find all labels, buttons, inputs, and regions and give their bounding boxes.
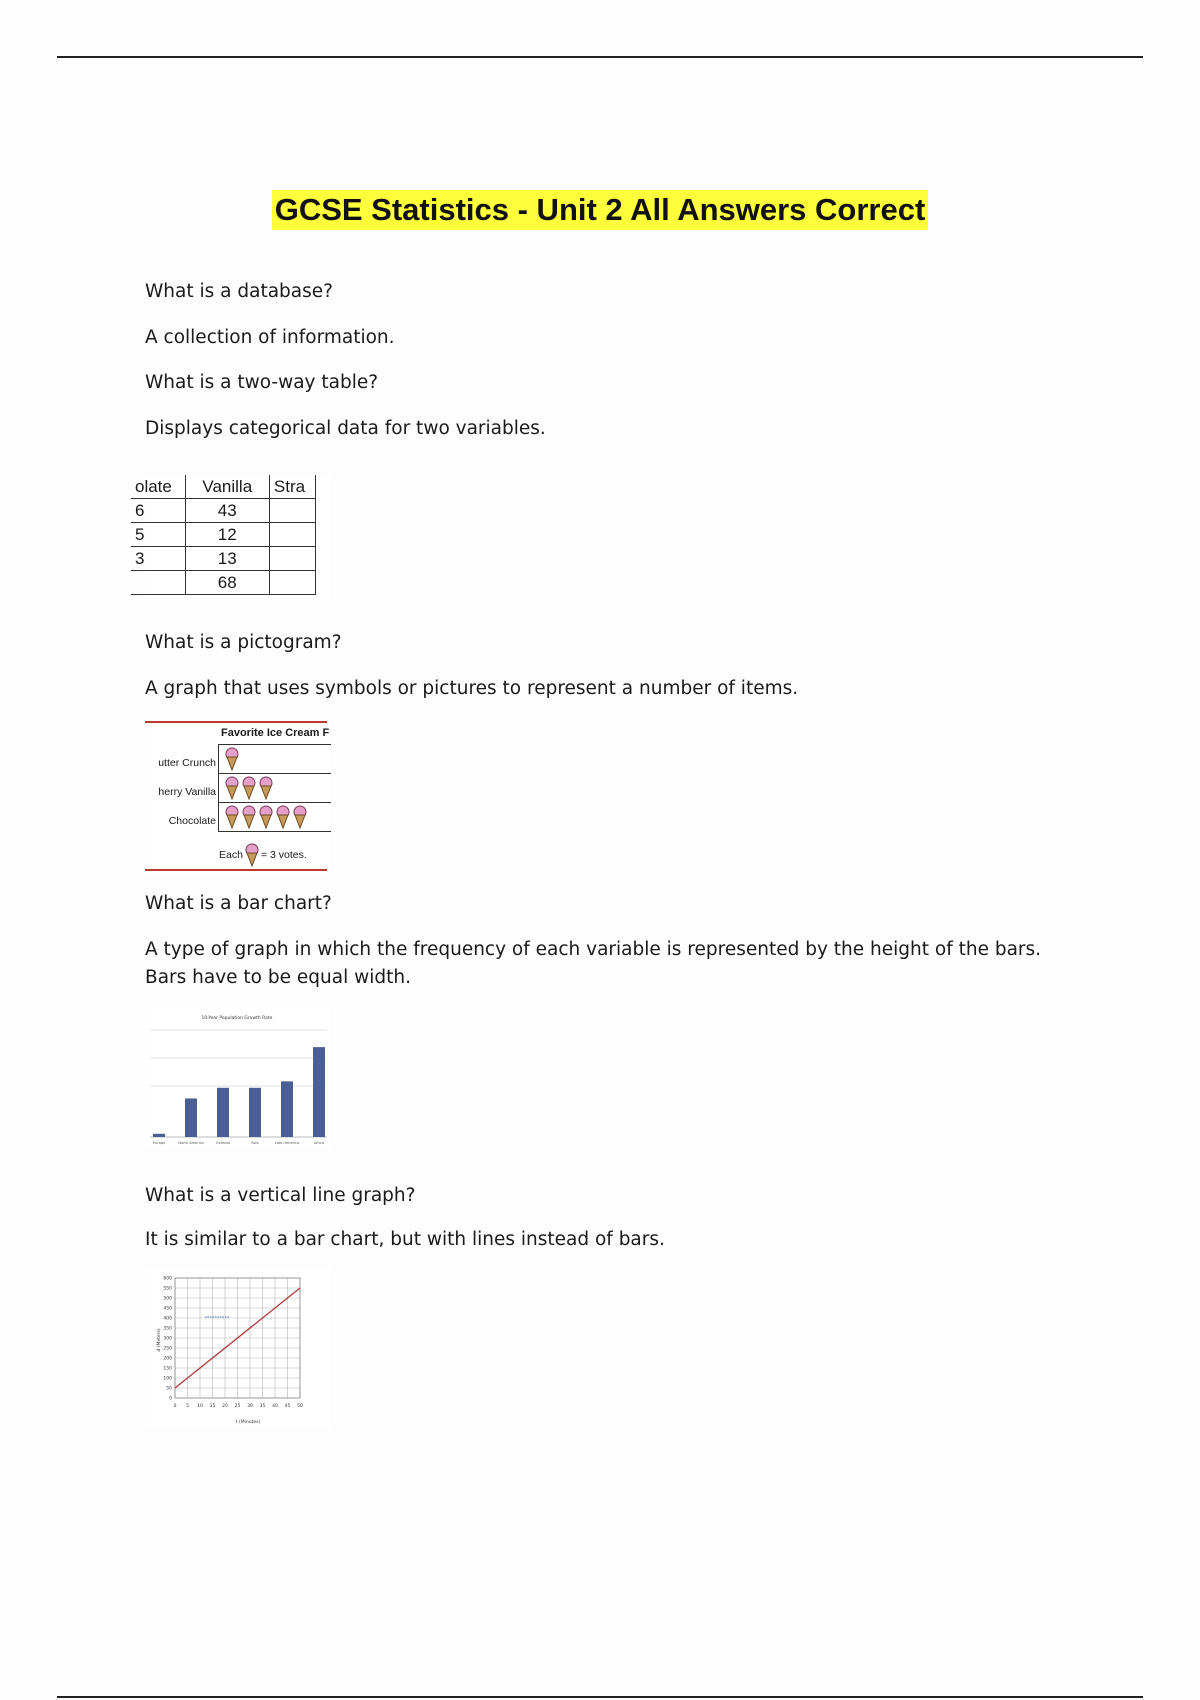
footer-rule — [57, 1696, 1143, 1698]
answer-vertical-line-graph: It is similar to a bar chart, but with lines instead of bars. — [145, 1229, 665, 1250]
bar-chart-tick-label: Africa — [314, 1141, 324, 1145]
x-tick-label: 40 — [272, 1404, 278, 1409]
question-two-way-table: What is a two-way table? — [145, 372, 379, 393]
x-tick-label: 35 — [259, 1404, 266, 1409]
answer-two-way-table: Displays categorical data for two variables. — [145, 418, 546, 439]
ice-cream-icon — [259, 776, 273, 800]
table-cell: 6 — [131, 499, 185, 523]
y-tick-label: 500 — [163, 1296, 172, 1302]
table-cell — [269, 547, 315, 571]
two-way-table-figure — [135, 475, 330, 600]
bar — [249, 1088, 261, 1137]
header-rule — [57, 56, 1143, 58]
pictogram-key-suffix: = 3 votes. — [260, 849, 307, 861]
bar-chart — [145, 1008, 330, 1148]
pictogram-bottom-rule — [145, 869, 327, 871]
bar-chart-bars — [153, 1047, 325, 1137]
table-cell: 12 — [185, 523, 269, 547]
x-tick-label: 20 — [222, 1404, 228, 1409]
ice-cream-icon — [225, 747, 239, 771]
pictogram-top-rule — [145, 721, 327, 723]
answer-database: A collection of information. — [145, 327, 395, 348]
table-cell: 68 — [185, 571, 269, 595]
table-header-cell: Stra — [269, 475, 315, 499]
pictogram-key-prefix: Each — [219, 849, 243, 861]
ice-cream-icon — [276, 805, 290, 829]
y-tick-label: 300 — [163, 1336, 172, 1342]
x-tick-label: 30 — [247, 1404, 253, 1409]
ice-cream-icon — [293, 805, 307, 829]
y-tick-label: 100 — [163, 1376, 172, 1382]
table-cell: 13 — [185, 547, 269, 571]
y-tick-label: 600 — [163, 1276, 172, 1282]
y-tick-label: 350 — [163, 1326, 172, 1332]
x-tick-label: 0 — [173, 1404, 177, 1409]
x-tick-label: 10 — [197, 1404, 203, 1409]
bar-chart-tick-label: North America — [178, 1141, 204, 1145]
bar — [185, 1098, 197, 1137]
pictogram-row-label: Chocolate — [168, 815, 216, 827]
y-tick-label: 250 — [163, 1346, 172, 1352]
table-header-cell: Vanilla — [185, 475, 269, 499]
line-graph-y-label: d (Meters) — [157, 1328, 162, 1352]
y-tick-label: 200 — [163, 1356, 172, 1362]
x-tick-label: 50 — [297, 1404, 303, 1409]
title-wrap — [0, 190, 1200, 230]
bar — [217, 1088, 229, 1137]
table-header-row — [131, 475, 316, 499]
x-tick-label: 15 — [209, 1404, 216, 1409]
table-cell — [269, 523, 315, 547]
bar-chart-tick-label: Europe — [152, 1141, 166, 1145]
bar-chart-tick-label: Oceania — [215, 1141, 231, 1145]
y-tick-label: 450 — [163, 1306, 172, 1312]
y-tick-label: 150 — [163, 1366, 172, 1372]
document-title: GCSE Statistics - Unit 2 All Answers Correct — [272, 190, 929, 230]
bar — [313, 1047, 325, 1137]
x-tick-label: 25 — [234, 1404, 241, 1409]
pictogram-row-label: utter Crunch — [158, 757, 216, 769]
line-graph-x-ticks — [174, 1403, 303, 1409]
bar — [281, 1081, 293, 1137]
bar-chart-figure — [145, 1008, 330, 1148]
question-database: What is a database? — [145, 281, 333, 302]
table-cell: 3 — [131, 547, 185, 571]
table-row — [131, 499, 316, 523]
pictogram-figure — [145, 719, 330, 875]
pictogram-cell — [219, 803, 331, 832]
ice-cream-icon — [242, 776, 256, 800]
y-tick-label: 0 — [169, 1396, 172, 1402]
table-cell: 5 — [131, 523, 185, 547]
y-tick-label: 550 — [163, 1286, 172, 1292]
table-cell — [131, 571, 185, 595]
line-graph-figure — [145, 1268, 330, 1428]
ice-cream-icon — [242, 805, 256, 829]
ice-cream-icon — [259, 805, 273, 829]
y-tick-label: 50 — [166, 1386, 172, 1392]
x-tick-label: 45 — [284, 1404, 291, 1409]
table-row — [131, 523, 316, 547]
pictogram-cell — [219, 744, 331, 774]
bar-chart-tick-label: Asia — [251, 1141, 259, 1145]
table-row — [131, 547, 316, 571]
line-graph-x-label: t (Minutes) — [235, 1420, 261, 1425]
pictogram-title: Favorite Ice Cream F — [221, 727, 330, 739]
ice-cream-icon — [245, 843, 259, 867]
pictogram-key — [219, 843, 307, 867]
y-tick-label: 400 — [163, 1316, 172, 1322]
answer-bar-chart: A type of graph in which the frequency of each variable is represented by the height of the bars. Bars have to be equal width. — [145, 939, 1042, 988]
table-cell — [269, 571, 315, 595]
table-header-cell: olate — [131, 475, 185, 499]
ice-cream-icon — [225, 776, 239, 800]
x-tick-label: 5 — [186, 1404, 189, 1409]
line-graph — [145, 1268, 330, 1428]
table-cell: 43 — [185, 499, 269, 523]
question-pictogram: What is a pictogram? — [145, 632, 342, 653]
ice-cream-icon — [225, 805, 239, 829]
two-way-table — [131, 475, 316, 595]
bar-chart-title: 10-Year Population Growth Rate — [201, 1016, 273, 1021]
pictogram-grid — [218, 744, 331, 832]
question-bar-chart: What is a bar chart? — [145, 893, 332, 914]
answer-pictogram: A graph that uses symbols or pictures to represent a number of items. — [145, 678, 799, 699]
question-vertical-line-graph: What is a vertical line graph? — [145, 1185, 416, 1206]
bar-chart-tick-labels — [153, 1141, 324, 1145]
line-graph-y-ticks — [163, 1276, 172, 1402]
bar-chart-tick-label: Latin America — [274, 1141, 300, 1145]
pictogram-cell — [219, 774, 331, 803]
table-row — [131, 571, 316, 595]
bar — [153, 1134, 165, 1137]
pictogram-row-label: herry Vanilla — [158, 786, 216, 798]
table-cell — [269, 499, 315, 523]
